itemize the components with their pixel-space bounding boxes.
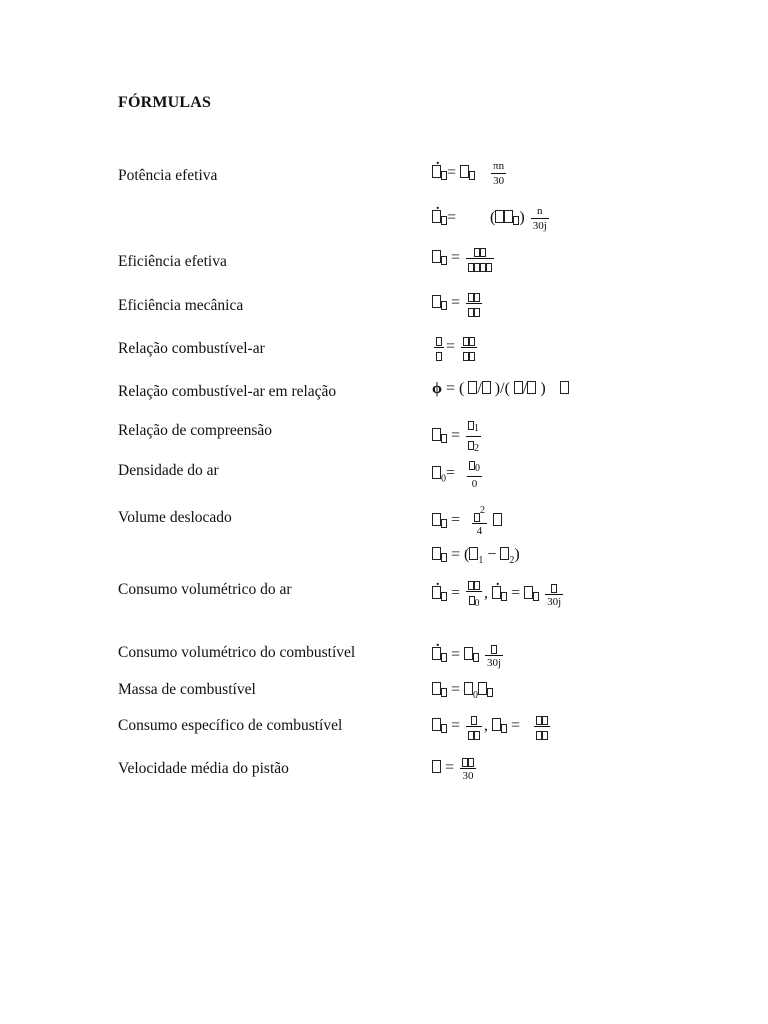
- formula-volume-deslocado-2: = ( $_1$ − $_2$): [432, 546, 520, 566]
- label-consumo-especifico: Consumo específico de combustível: [118, 717, 343, 734]
- label-relacao-compreensao: Relação de compreensão: [118, 422, 273, 439]
- page-title: FÓRMULAS: [118, 94, 212, 111]
- formula-relacao-phi: ϕ = ( / )/( / ): [432, 380, 569, 398]
- label-consumo-volumetrico-combustivel: Consumo volumétrico do combustível: [118, 644, 356, 661]
- label-eficiencia-efetiva: Eficiência efetiva: [118, 253, 227, 270]
- formula-relacao-combustivel-ar: =: [432, 334, 479, 361]
- formula-consumo-volumetrico-combustivel: . = 30j: [432, 642, 505, 669]
- formula-relacao-compreensao: = $\frac{1}{2}$: [432, 418, 483, 455]
- formula-massa-combustivel: = $_0$: [432, 681, 493, 701]
- label-potencia-efetiva: Potência efetiva: [118, 167, 218, 184]
- formula-densidade-ar: $_0$= $\frac{0}{0}$: [432, 458, 484, 490]
- formula-potencia-efetiva: .= $\frac{\pi n}{30}$: [432, 160, 508, 187]
- formula-consumo-especifico: = , =: [432, 713, 552, 740]
- label-volume-deslocado: Volume deslocado: [118, 509, 232, 526]
- label-velocidade-pistao: Velocidade média do pistão: [118, 760, 289, 777]
- formula-eficiencia-efetiva: =: [432, 245, 496, 272]
- label-eficiencia-mecanica: Eficiência mecânica: [118, 297, 244, 314]
- formula-volume-deslocado: = $\frac{2}{4}$: [432, 505, 502, 537]
- label-relacao-combustivel-ar-relacao: Relação combustível-ar em relação: [118, 383, 337, 400]
- label-massa-combustivel: Massa de combustível: [118, 681, 256, 698]
- formula-consumo-volumetrico-ar: . = 0 , . = 30j: [432, 578, 565, 610]
- formula-velocidade-pistao: = 30: [432, 755, 478, 782]
- formula-eficiencia-mecanica: =: [432, 290, 484, 317]
- label-densidade-ar: Densidade do ar: [118, 462, 219, 479]
- formula-potencia-efetiva-2: .= ( ) $\frac{n}{30j}$: [432, 205, 551, 232]
- label-relacao-combustivel-ar: Relação combustível-ar: [118, 340, 265, 357]
- label-consumo-volumetrico-ar: Consumo volumétrico do ar: [118, 581, 292, 598]
